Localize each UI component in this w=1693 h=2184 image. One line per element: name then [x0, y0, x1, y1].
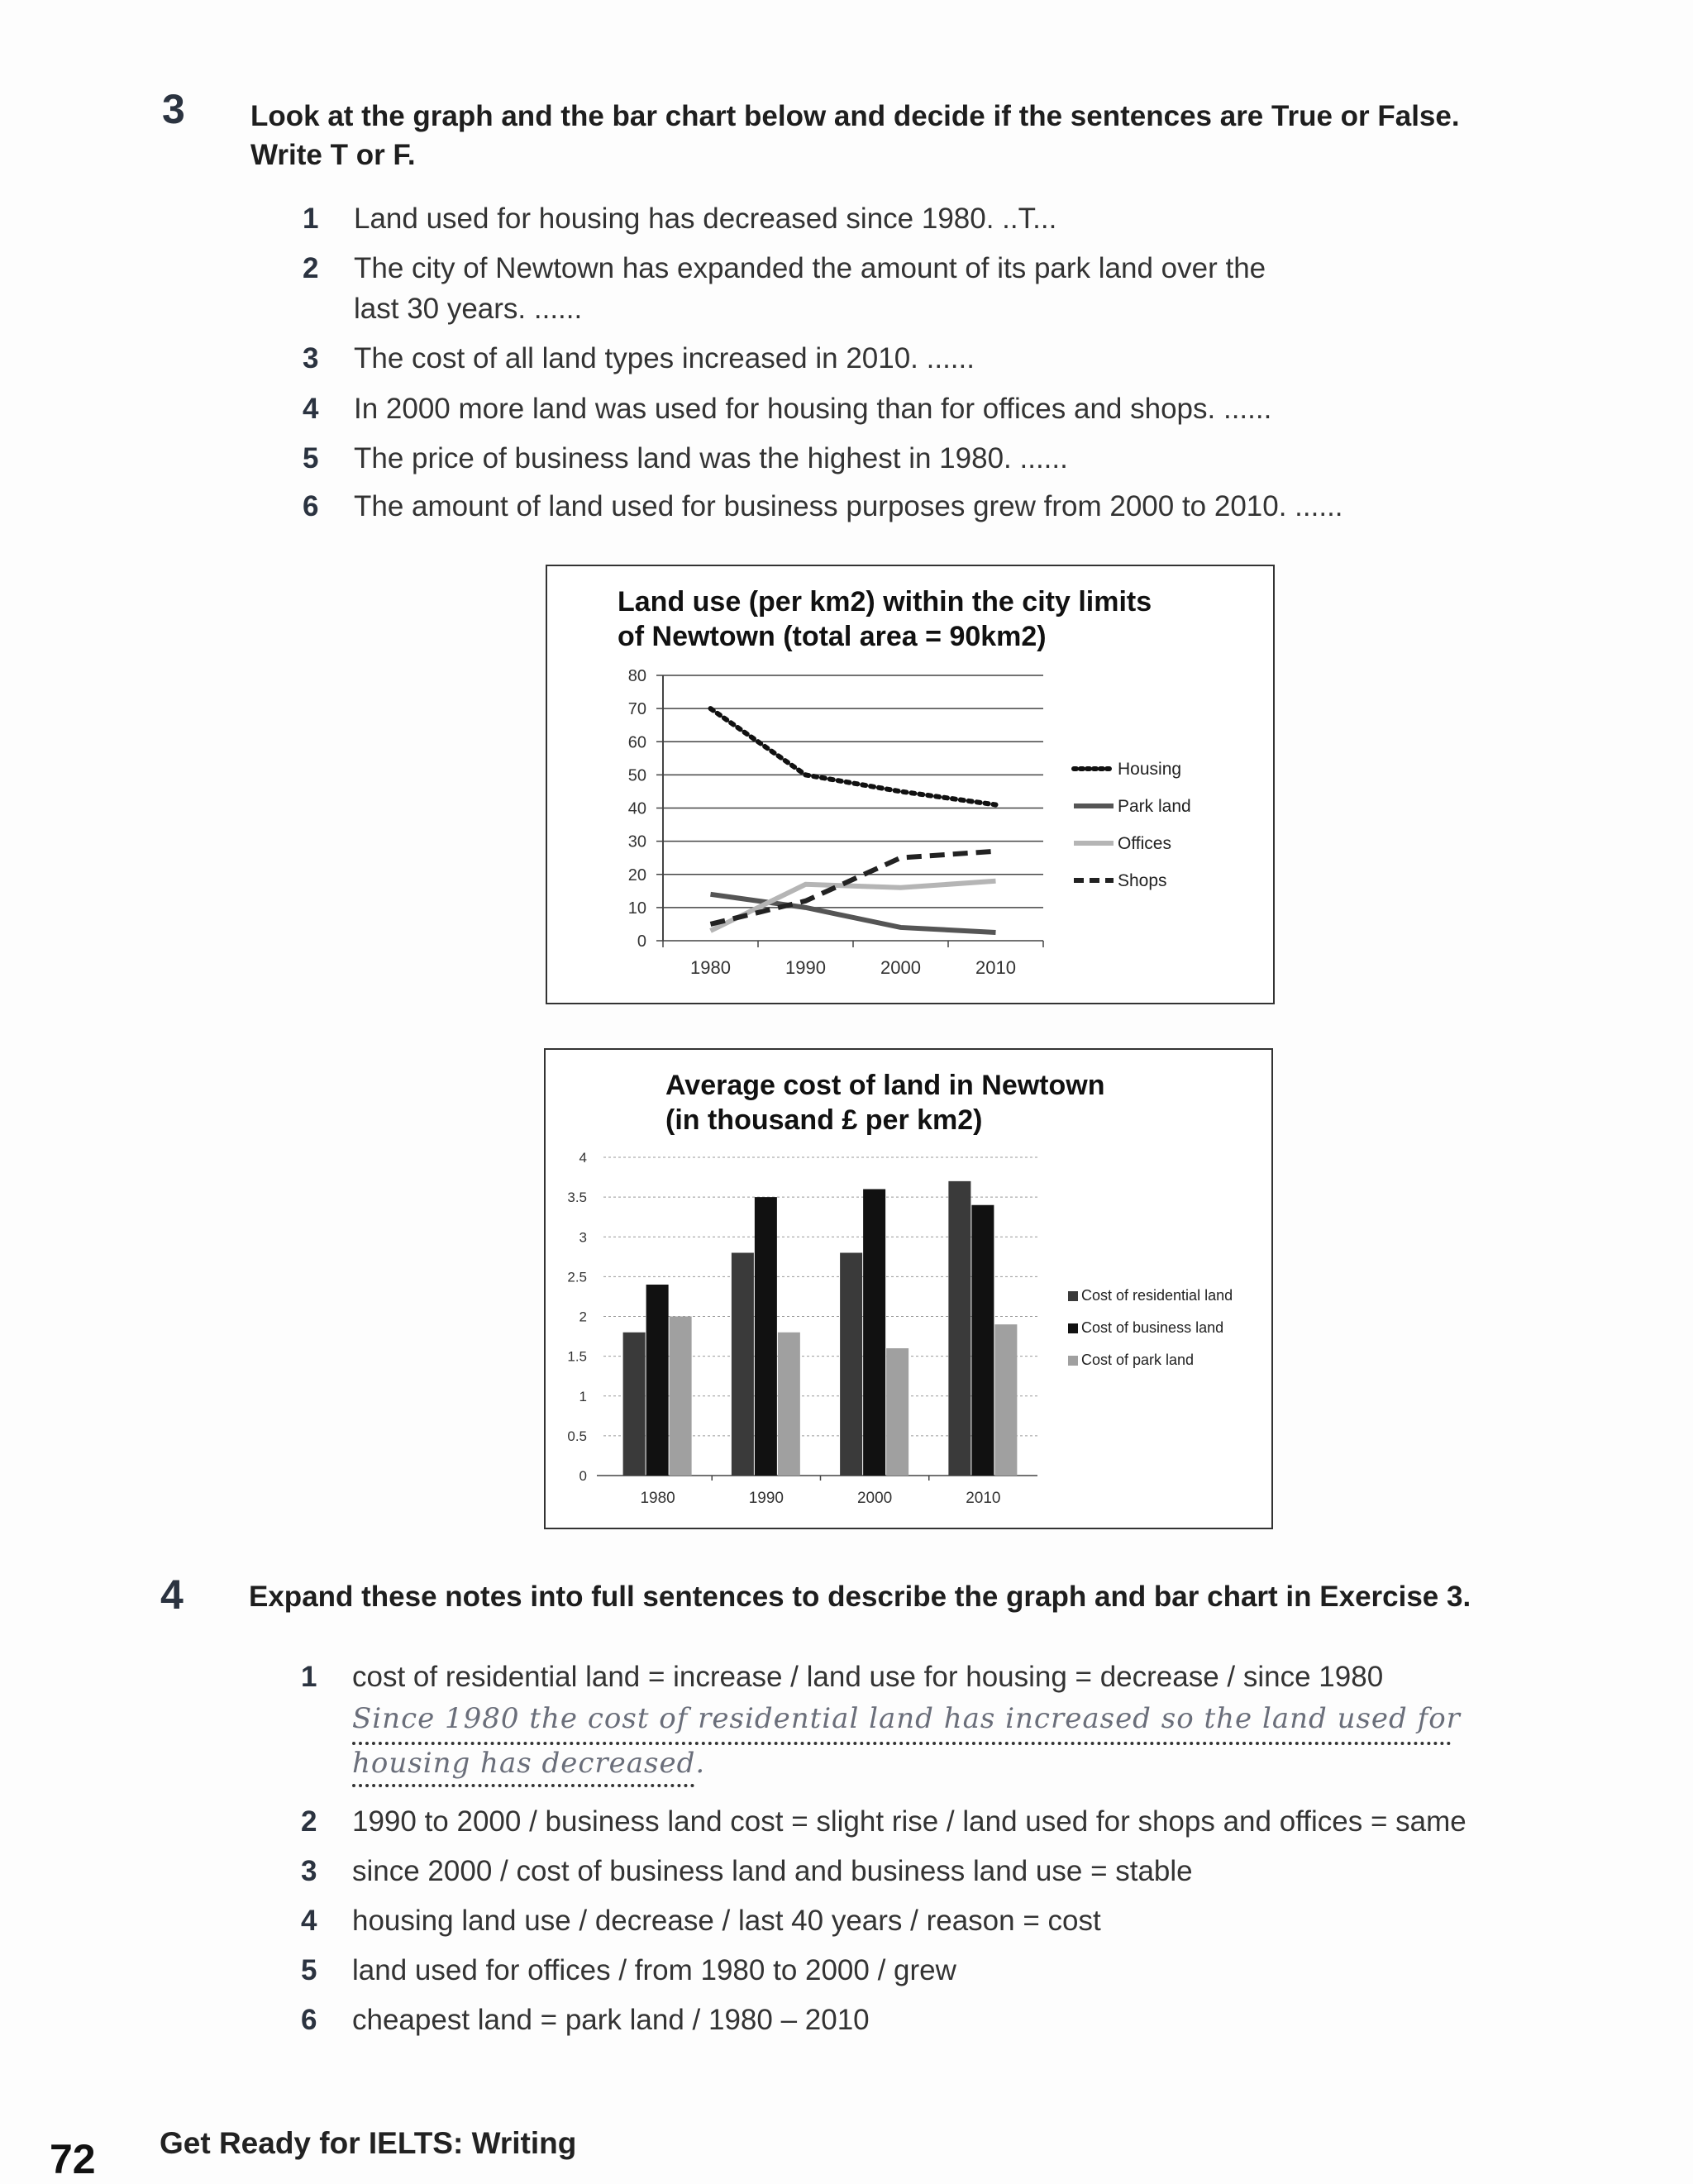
exercise-3-instruction-line2: Write T or F.: [250, 139, 416, 171]
ex4-item-text: housing land use / decrease / last 40 years / reason = cost: [352, 1905, 1101, 1937]
ex4-item-number: 5: [301, 1954, 317, 1986]
x-tick-label: 1990: [748, 1490, 785, 1507]
line-chart: [547, 566, 1273, 1003]
ex4-item-text: cost of residential land = increase / land use for housing = decrease / since 1980: [352, 1661, 1384, 1693]
y-tick-label: 1.5: [567, 1348, 587, 1365]
y-tick-label: 20: [627, 865, 646, 885]
ex4-item-number: 6: [301, 2004, 317, 2036]
y-tick-label: 1: [579, 1388, 587, 1404]
bar-cost-of-park-land: [670, 1317, 692, 1476]
bar-cost-of-business-land: [863, 1190, 885, 1476]
ex4-item-number: 4: [301, 1905, 317, 1937]
x-tick-label: 1990: [785, 957, 826, 978]
bar-cost-of-residential-land: [840, 1253, 862, 1476]
ex4-item-number: 2: [301, 1805, 317, 1838]
page-number: 72: [50, 2136, 96, 2182]
x-tick-label: 2010: [966, 1490, 1001, 1507]
ex3-item-number: 5: [303, 442, 319, 474]
line-chart-title-line2: of Newtown (total area = 90km2): [618, 621, 1047, 652]
bar-cost-of-residential-land: [948, 1181, 970, 1476]
y-tick-label: 10: [627, 899, 646, 918]
ex3-item-number: 4: [303, 393, 319, 425]
ex3-item-text: The amount of land used for business purposes grew from 2000 to 2010. ......: [354, 490, 1343, 522]
answer-dotted-line: [352, 1742, 1452, 1745]
y-tick-label: 70: [627, 700, 646, 719]
line-chart-title-line1: Land use (per km2) within the city limits: [618, 586, 1152, 618]
y-tick-label: 60: [627, 733, 646, 752]
series-line-housing: [711, 708, 996, 804]
y-tick-label: 4: [579, 1150, 587, 1166]
bar-chart-title-line2: (in thousand £ per km2): [665, 1104, 983, 1136]
y-tick-label: 2: [579, 1309, 587, 1325]
exercise-4-number: 4: [160, 1571, 184, 1618]
bar-cost-of-business-land: [971, 1205, 994, 1476]
y-tick-label: 0.5: [567, 1428, 587, 1444]
legend-label: Cost of business land: [1081, 1319, 1224, 1336]
ex3-item-number: 2: [303, 252, 319, 284]
ex3-item-number: 6: [303, 490, 319, 522]
legend-label: Cost of park land: [1081, 1352, 1195, 1368]
bar-cost-of-residential-land: [732, 1253, 754, 1476]
x-tick-label: 1980: [690, 957, 731, 978]
legend-label: Offices: [1118, 834, 1171, 853]
bar-cost-of-park-land: [994, 1324, 1017, 1476]
ex4-item-number: 1: [301, 1661, 317, 1693]
ex4-item-text: cheapest land = park land / 1980 – 2010: [352, 2004, 870, 2036]
x-tick-label: 2000: [880, 957, 921, 978]
y-tick-label: 50: [627, 766, 646, 785]
bar-cost-of-park-land: [886, 1348, 908, 1476]
legend-swatch: [1068, 1323, 1078, 1333]
y-tick-label: 30: [627, 832, 646, 851]
handwritten-answer-line2: housing has decreased.: [352, 1747, 706, 1780]
ex3-item-text: Land used for housing has decreased since 1980. ..T...: [354, 203, 1057, 235]
y-tick-label: 3: [579, 1229, 587, 1246]
bar-cost-of-business-land: [755, 1197, 777, 1476]
x-tick-label: 1980: [640, 1490, 675, 1507]
bar-cost-of-park-land: [778, 1333, 800, 1476]
legend-label: Cost of residential land: [1081, 1287, 1233, 1304]
x-tick-label: 2000: [856, 1490, 893, 1507]
ex3-item-text: The price of business land was the highest in 1980. ......: [354, 442, 1068, 474]
bar-chart-frame: [544, 1048, 1273, 1529]
series-line-offices: [711, 881, 996, 931]
line-chart-frame: [546, 565, 1275, 1004]
ex4-item-text: since 2000 / cost of business land and business land use = stable: [352, 1855, 1193, 1887]
ex3-item-text-line2: last 30 years. ......: [354, 293, 583, 325]
legend-swatch: [1068, 1291, 1078, 1301]
legend-label: Shops: [1118, 871, 1167, 890]
bar-chart-title-line1: Average cost of land in Newtown: [665, 1070, 1105, 1101]
exercise-3-instruction: [250, 97, 1460, 174]
bar-cost-of-residential-land: [623, 1333, 646, 1476]
y-tick-label: 0: [637, 932, 646, 951]
ex4-item-text: land used for offices / from 1980 to 2000 / grew: [352, 1954, 956, 1986]
bar-chart: [546, 1050, 1271, 1528]
ex4-item-text: 1990 to 2000 / business land cost = slight rise / land used for shops and offices = same: [352, 1805, 1466, 1838]
exercise-3-instruction-line1: Look at the graph and the bar chart below and decide if the sentences are True or False.: [250, 100, 1460, 132]
bar-cost-of-business-land: [646, 1285, 669, 1476]
ex3-item-number: 3: [303, 342, 319, 374]
y-tick-label: 0: [579, 1468, 587, 1484]
y-tick-label: 3.5: [567, 1190, 587, 1206]
answer-dotted-line: [352, 1784, 694, 1787]
ex3-item-number: 1: [303, 203, 319, 235]
series-line-park-land: [711, 894, 996, 932]
y-tick-label: 2.5: [567, 1269, 587, 1285]
book-title: Get Ready for IELTS: Writing: [160, 2126, 577, 2160]
x-tick-label: 2010: [975, 957, 1016, 978]
exercise-3-number: 3: [162, 86, 185, 132]
ex3-item-text: In 2000 more land was used for housing than for offices and shops. ......: [354, 393, 1272, 425]
ex3-item-text-line1: The city of Newtown has expanded the amount of its park land over the: [354, 252, 1266, 284]
y-tick-label: 40: [627, 799, 646, 818]
handwritten-answer-line1: Since 1980 the cost of residential land has increased so the land used for: [352, 1702, 1461, 1735]
legend-swatch: [1068, 1356, 1078, 1366]
exercise-4-instruction: Expand these notes into full sentences to describe the graph and bar chart in Exercise 3.: [249, 1581, 1471, 1613]
y-tick-label: 80: [627, 667, 646, 685]
legend-label: Park land: [1118, 797, 1191, 816]
ex4-item-number: 3: [301, 1855, 317, 1887]
legend-label: Housing: [1118, 760, 1182, 779]
ex3-item-text: The cost of all land types increased in 2010. ......: [354, 342, 975, 374]
